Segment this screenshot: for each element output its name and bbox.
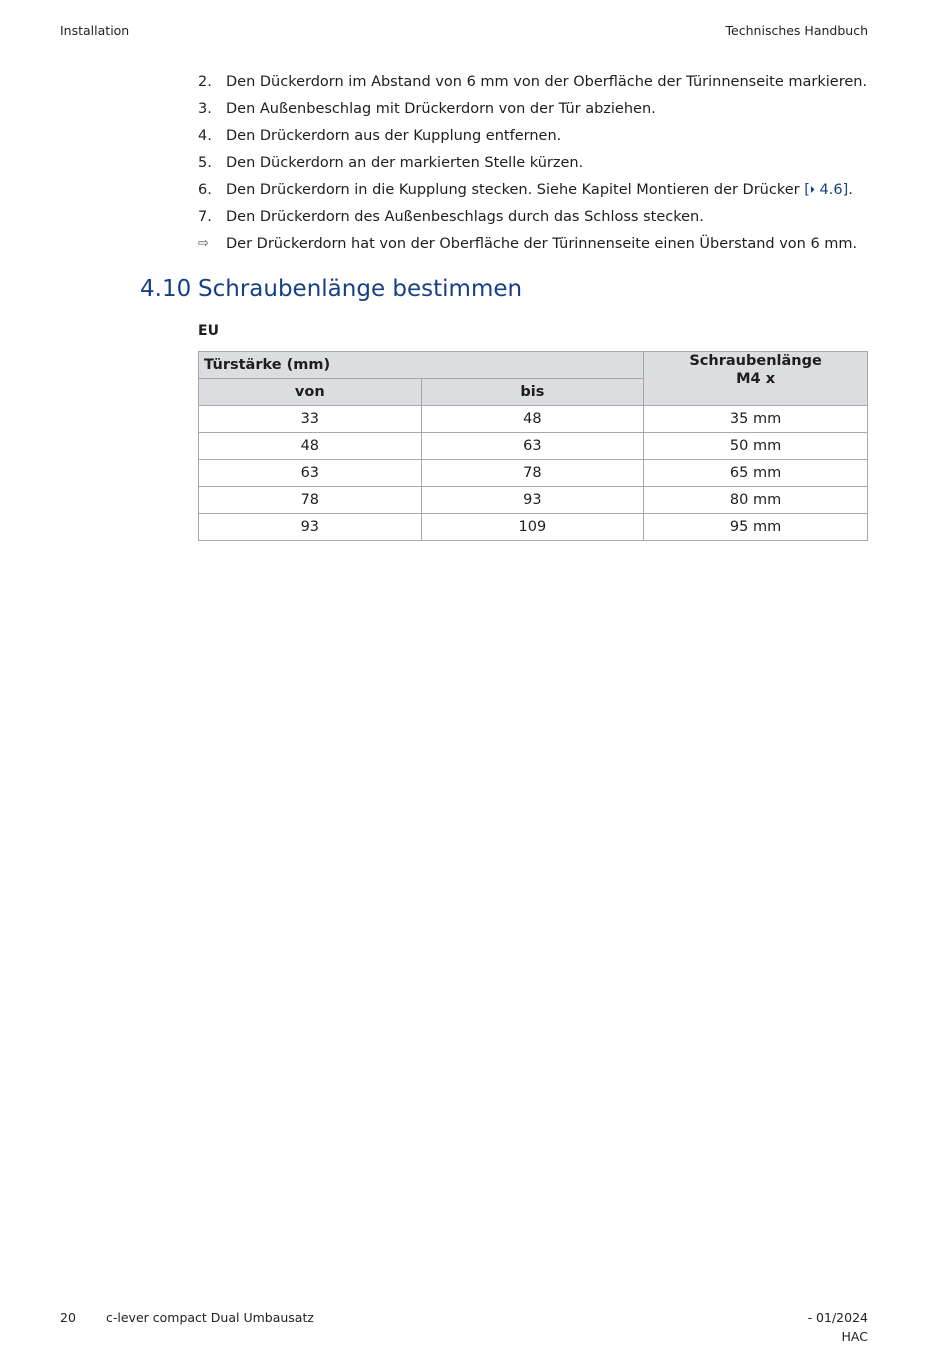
footer-company: HAC: [841, 1329, 868, 1344]
step-number: 5.: [198, 155, 212, 171]
step-text: Den Außenbeschlag mit Drückerdorn von der Tür abziehen.: [226, 101, 656, 117]
cell-to: 93: [421, 487, 644, 514]
column-header-from: von: [199, 379, 422, 406]
cell-length: 65 mm: [644, 460, 868, 487]
section-heading: [140, 276, 522, 302]
page-number: 20: [60, 1310, 76, 1325]
running-header-right: Technisches Handbuch: [725, 23, 868, 38]
cell-from: 93: [199, 514, 422, 541]
step-item: [198, 207, 878, 227]
screw-length-table: [198, 351, 868, 541]
xref-label: 4.6: [814, 182, 843, 198]
cell-to: 109: [421, 514, 644, 541]
door-thickness-header: Türstärke (mm): [199, 352, 644, 379]
screw-length-header-line2: M4 x: [736, 371, 776, 387]
result-arrow-icon: ⇨: [198, 236, 209, 251]
step-text: Den Dückerdorn an der markierten Stelle kürzen.: [226, 155, 584, 171]
screw-length-header: [644, 352, 868, 406]
cell-from: 63: [199, 460, 422, 487]
cell-to: 63: [421, 433, 644, 460]
step-text: Den Drückerdorn in die Kupplung stecken. Siehe Kapitel Montieren der Drücker: [226, 182, 805, 198]
cell-from: 78: [199, 487, 422, 514]
section-title: Schraubenlänge bestimmen: [198, 276, 523, 302]
footer-document-title: c-lever compact Dual Umbausatz: [106, 1310, 314, 1325]
cell-to: 48: [421, 406, 644, 433]
step-text: Den Drückerdorn des Außenbeschlags durch das Schloss stecken.: [226, 209, 704, 225]
cell-from: 48: [199, 433, 422, 460]
column-header-to: bis: [421, 379, 644, 406]
screw-length-header-line1: Schraubenlänge: [689, 353, 822, 369]
step-number: 4.: [198, 128, 212, 144]
cell-length: 95 mm: [644, 514, 868, 541]
step-number: 3.: [198, 101, 212, 117]
xref-bracket-open: [: [804, 182, 810, 198]
running-header-left: Installation: [60, 23, 130, 38]
step-item: [198, 126, 878, 146]
table-row: [199, 406, 868, 433]
cell-length: 80 mm: [644, 487, 868, 514]
step-number: 6.: [198, 182, 212, 198]
region-label: EU: [198, 323, 219, 339]
step-item: [198, 99, 878, 119]
cell-length: 35 mm: [644, 406, 868, 433]
section-number: 4.10: [140, 276, 192, 302]
xref-bracket-close: ]: [842, 182, 849, 198]
step-text: Den Drückerdorn aus der Kupplung entfernen.: [226, 128, 562, 144]
play-triangle-icon: ⏵: [809, 185, 815, 196]
step-text: Den Dückerdorn im Abstand von 6 mm von der Oberfläche der Türinnenseite markieren.: [226, 74, 868, 90]
step-item: [198, 153, 878, 173]
footer-date: - 01/2024: [807, 1310, 868, 1325]
result-text: Der Drückerdorn hat von der Oberfläche der Türinnenseite einen Überstand von 6 mm.: [226, 236, 858, 252]
step-item: [198, 180, 878, 200]
instruction-steps: [198, 72, 878, 261]
cell-length: 50 mm: [644, 433, 868, 460]
table-row: [199, 514, 868, 541]
cell-from: 33: [199, 406, 422, 433]
table-row: [199, 460, 868, 487]
chapter-cross-reference-link[interactable]: [804, 182, 848, 198]
table-row: [199, 487, 868, 514]
step-number: 7.: [198, 209, 212, 225]
table-row: [199, 433, 868, 460]
step-item: [198, 72, 878, 92]
cell-to: 78: [421, 460, 644, 487]
step-text-end: .: [848, 182, 853, 198]
step-number: 2.: [198, 74, 212, 90]
step-result: [198, 234, 878, 254]
